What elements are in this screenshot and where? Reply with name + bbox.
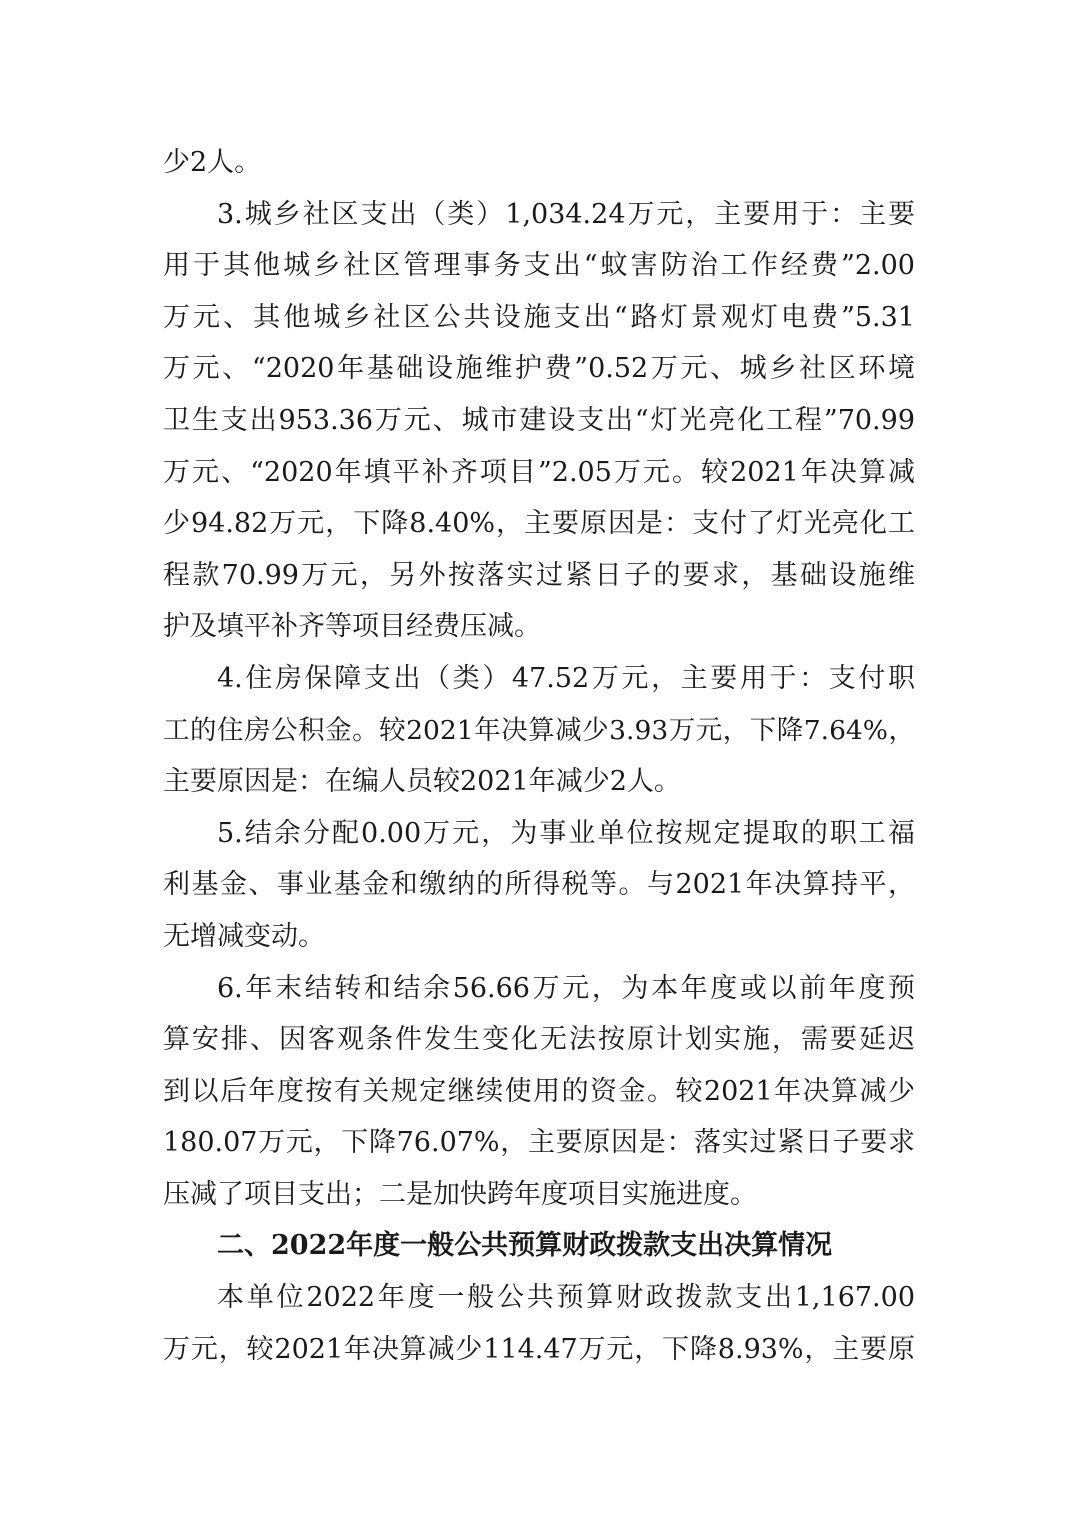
text-line: 主要原因是：在编人员较2021年减少2人。: [163, 766, 681, 798]
text-line: 无增减变动。: [163, 920, 325, 952]
text-line: 少2人。: [163, 147, 262, 178]
document-page: [163, 137, 915, 1375]
text-line: 算安排、因客观条件发生变化无法按原计划实施，需要延迟: [163, 1024, 915, 1056]
section-heading: 二、2022年度一般公共预算财政拨款支出决算情况: [217, 1230, 833, 1262]
text-line: 万元、“2020年基础设施维护费”0.52万元、城乡社区环境: [163, 353, 915, 385]
text-line: 用于其他城乡社区管理事务支出“蚊害防治工作经费”2.00: [163, 250, 915, 282]
text-line: 5.结余分配0.00万元，为事业单位按规定提取的职工福: [217, 817, 915, 849]
text-line: 6.年末结转和结余56.66万元，为本年度或以前年度预: [217, 972, 915, 1004]
text-line: 程款70.99万元，另外按落实过紧日子的要求，基础设施维: [163, 559, 915, 591]
text-line: 利基金、事业基金和缴纳的所得税等。与2021年决算持平，: [163, 869, 915, 901]
text-line: 卫生支出953.36万元、城市建设支出“灯光亮化工程”70.99: [163, 404, 915, 436]
text-line: 护及填平补齐等项目经费压减。: [163, 611, 541, 643]
text-line: 万元、“2020年填平补齐项目”2.05万元。较2021年决算减: [163, 456, 915, 488]
text-line: 到以后年度按有关规定继续使用的资金。较2021年决算减少: [163, 1075, 915, 1107]
text-line: 工的住房公积金。较2021年决算减少3.93万元，下降7.64%，: [163, 714, 915, 746]
text-line: 本单位2022年度一般公共预算财政拨款支出1,167.00: [217, 1282, 915, 1314]
text-line: 压减了项目支出；二是加快跨年度项目实施进度。: [163, 1178, 757, 1210]
text-line: 万元、其他城乡社区公共设施支出“路灯景观灯电费”5.31: [163, 301, 915, 333]
text-line: 万元，较2021年决算减少114.47万元，下降8.93%，主要原: [163, 1333, 915, 1365]
text-line: 4.住房保障支出（类）47.52万元，主要用于：支付职: [217, 662, 915, 694]
text-line: 少94.82万元，下降8.40%，主要原因是：支付了灯光亮化工: [163, 508, 915, 540]
text-line: 3.城乡社区支出（类）1,034.24万元，主要用于：主要: [217, 198, 915, 230]
text-line: 180.07万元，下降76.07%，主要原因是：落实过紧日子要求: [163, 1127, 915, 1159]
